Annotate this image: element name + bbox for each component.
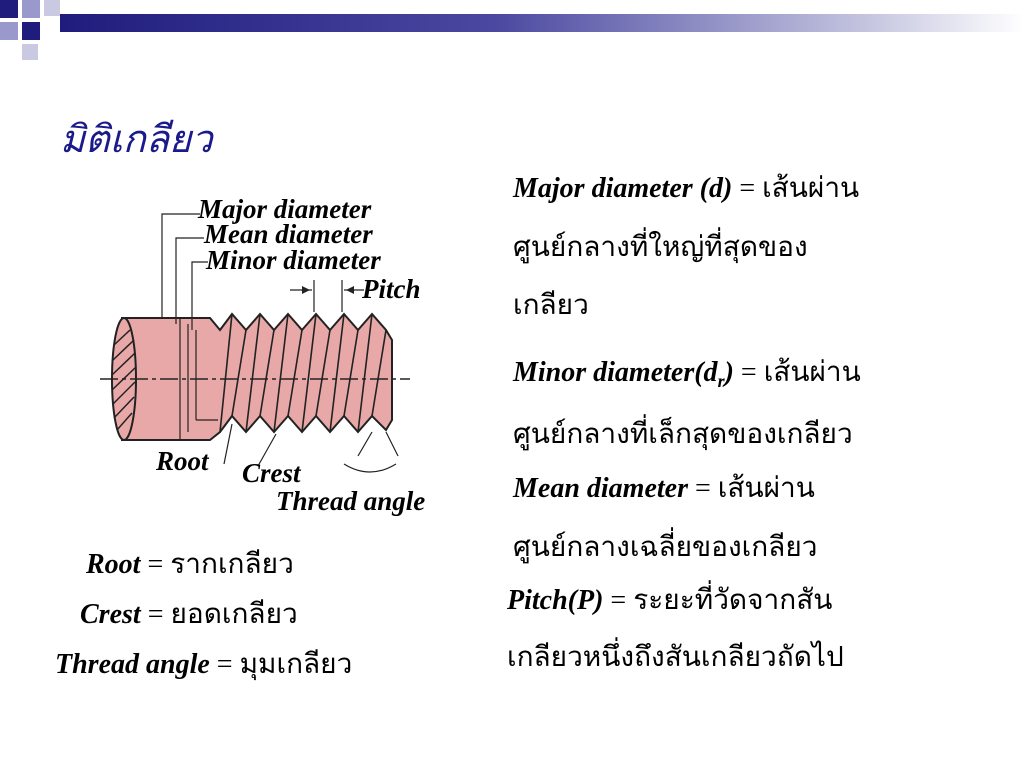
- meaning: มุมเกลียว: [239, 647, 353, 680]
- label-crest: Crest: [242, 458, 301, 488]
- definition-pitch: Pitch(P) = ระยะที่วัดจากสัน เกลียวหนึ่งถึงสันเกลียวถัดไป: [507, 583, 844, 674]
- decor-square: [44, 0, 60, 16]
- decor-square: [0, 22, 18, 40]
- decor-square: [22, 44, 38, 60]
- decor-square: [0, 0, 18, 18]
- slide-title: มิติเกลียว: [60, 117, 213, 161]
- term: Thread angle: [55, 649, 210, 680]
- label-minor-diameter: Minor diameter: [206, 245, 381, 275]
- term: Pitch(P): [507, 585, 604, 616]
- term: Minor diameter(d: [513, 357, 718, 388]
- meaning: รากเกลียว: [170, 547, 294, 580]
- label-root: Root: [156, 446, 209, 476]
- label-thread-angle: Thread angle: [276, 486, 426, 516]
- label-mean-diameter: Mean diameter: [204, 219, 373, 249]
- definition-major-diameter: Major diameter (d) = เส้นผ่าน ศูนย์กลางที่ใหญ่ที่สุดของ เกลียว: [513, 171, 860, 322]
- decor-square: [22, 0, 40, 18]
- meaning: ยอดเกลียว: [170, 597, 298, 630]
- label-pitch: Pitch: [362, 274, 421, 304]
- header-gradient-bar: [60, 14, 1024, 32]
- decor-square: [22, 22, 40, 40]
- term: Root: [86, 549, 141, 580]
- definition-thread-angle: Thread angle = มุมเกลียว: [55, 647, 353, 680]
- definition-root: Root = รากเกลียว: [86, 547, 294, 580]
- definition-crest: Crest = ยอดเกลียว: [80, 597, 298, 630]
- thread-diagram: [100, 180, 480, 520]
- definition-minor-diameter: Minor $diameter(d_r)$ = เส้นผ่าน ศูนย์กลางที่เล็กสุดของเกลียว: [513, 355, 861, 450]
- label-major-diameter: Major diameter: [198, 194, 372, 224]
- term: Major diameter (d): [513, 173, 733, 204]
- term: Mean diameter: [513, 473, 688, 504]
- definition-mean-diameter: Mean diameter = เส้นผ่าน ศูนย์กลางเฉลี่ยของเกลียว: [513, 471, 818, 564]
- term: Crest: [80, 599, 141, 630]
